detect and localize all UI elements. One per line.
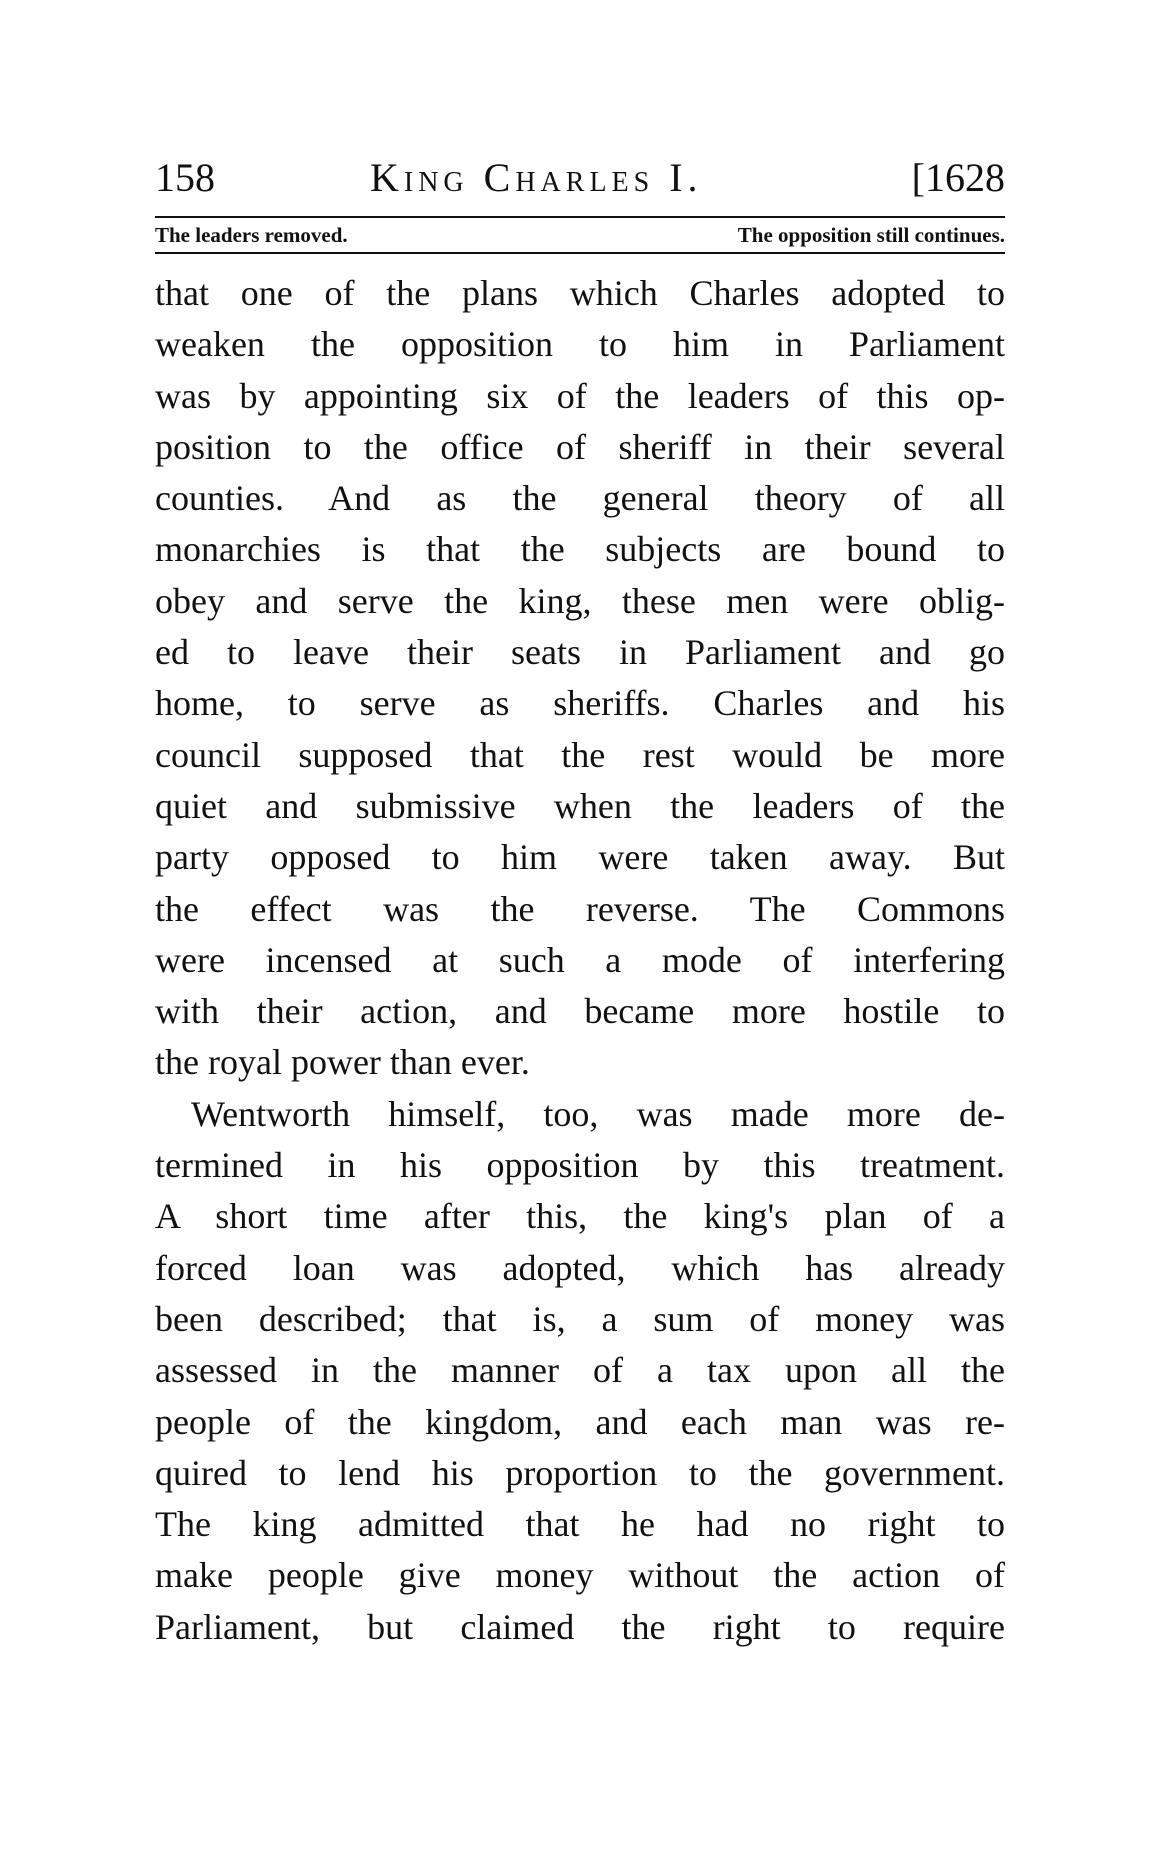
text-line: A short time after this, the king's plan of a xyxy=(155,1196,1005,1237)
text-line: with their action, and became more hostile to xyxy=(155,991,1005,1032)
header-rule-bottom xyxy=(155,252,1005,254)
text-line: monarchies is that the subjects are bound to xyxy=(155,529,1005,570)
text-line: the effect was the reverse. The Commons xyxy=(155,888,1005,929)
text-line: were incensed at such a mode of interfering xyxy=(155,939,1005,980)
text-line: home, to serve as sheriffs. Charles and his xyxy=(155,683,1005,724)
text-line: The king admitted that he had no right to xyxy=(155,1504,1005,1545)
text-line: been described; that is, a sum of money was xyxy=(155,1298,1005,1339)
text-line: that one of the plans which Charles adopted to xyxy=(155,273,1005,313)
text-line: forced loan was adopted, which has already xyxy=(155,1247,1005,1288)
text-line: weaken the opposition to him in Parliament xyxy=(155,324,1005,365)
text-line: ed to leave their seats in Parliament and go xyxy=(155,632,1005,673)
page-number: 158 xyxy=(155,155,215,200)
text-line: people of the kingdom, and each man was re- xyxy=(155,1401,1005,1442)
book-title: King Charles I. xyxy=(370,155,703,200)
sidenote-bar xyxy=(155,218,1005,252)
book-page xyxy=(155,150,1005,1653)
text-line: was by appointing six of the leaders of this op- xyxy=(155,375,1005,416)
paragraph-end-line: the royal power than ever. xyxy=(155,1042,530,1083)
year-marker: [1628 xyxy=(911,155,1005,200)
text-line: obey and serve the king, these men were oblig- xyxy=(155,580,1005,621)
text-line: termined in his opposition by this treatment. xyxy=(155,1145,1005,1186)
sidenote-left: The leaders removed. xyxy=(155,223,348,247)
sidenote-right: The opposition still continues. xyxy=(737,223,1005,247)
text-line: Parliament, but claimed the right to require xyxy=(155,1606,1005,1647)
text-line: counties. And as the general theory of all xyxy=(155,478,1005,519)
text-line: quiet and submissive when the leaders of the xyxy=(155,785,1005,826)
text-line: make people give money without the action of xyxy=(155,1555,1005,1596)
text-line: council supposed that the rest would be more xyxy=(155,734,1005,775)
text-line: quired to lend his proportion to the government. xyxy=(155,1452,1005,1493)
text-line: party opposed to him were taken away. But xyxy=(155,837,1005,878)
paragraph-start-line: Wentworth himself, too, was made more de- xyxy=(191,1093,1005,1134)
running-head xyxy=(155,150,1005,206)
body-text xyxy=(155,268,1005,1653)
text-line: position to the office of sheriff in their several xyxy=(155,426,1005,467)
text-line: assessed in the manner of a tax upon all the xyxy=(155,1350,1005,1391)
